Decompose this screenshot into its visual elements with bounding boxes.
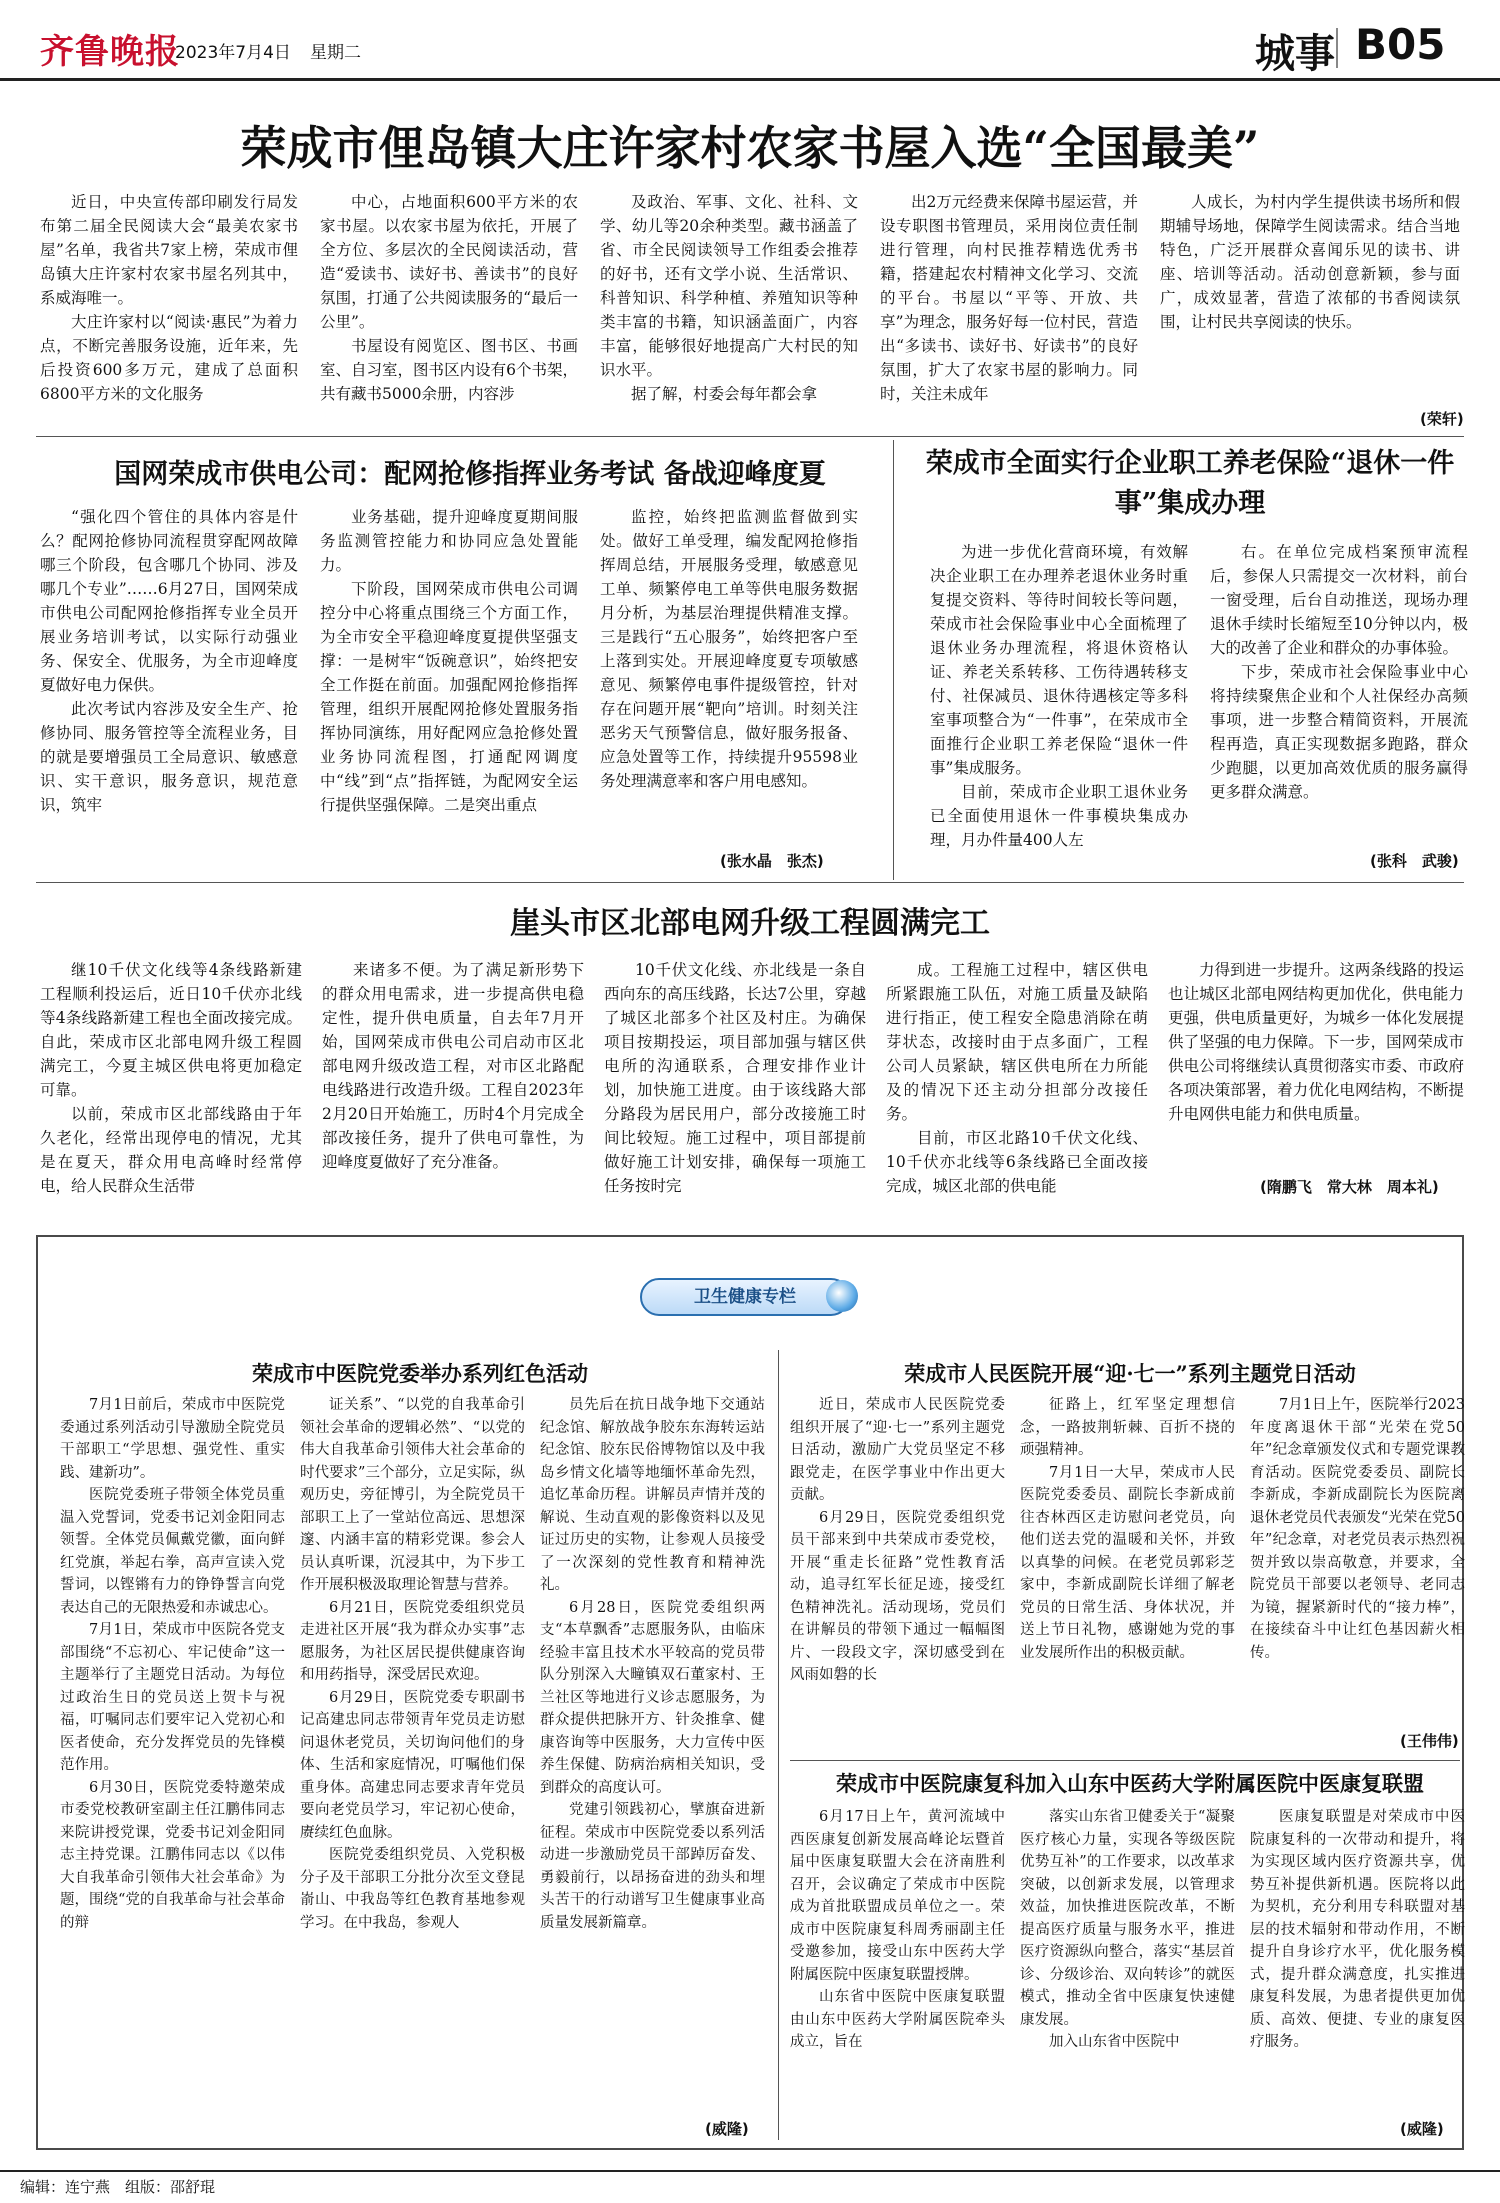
- paragraph: 医院党委组织党员、入党积极分子及干部职工分批分次至文登昆嵛山、中我岛等红色教育基地参观学习。在中我岛，参观人: [300, 1847, 525, 1931]
- health-column-badge: 卫生健康专栏: [640, 1278, 850, 1316]
- article-1-col-2: [320, 190, 578, 430]
- paragraph: 下阶段，国网荣成市供电公司调控分中心将重点围绕三个方面工作，为全市安全平稳迎峰度夏提供坚强支撑：一是树牢“饭碗意识”，始终把安全工作挺在前面。加强配网抢修指挥管理，组织开展配网抢修处置服务指挥协同演练，用好配网应急抢修处置业务协同流程图，打通配网调度中“线”到“点”指挥链，为配网安全运行提供坚强保障。二是突出重点: [320, 580, 578, 814]
- article-2-col-1: [40, 505, 298, 875]
- paragraph: 山东省中医院中医康复联盟由山东中医药大学附属医院牵头成立，旨在: [790, 1989, 1005, 2050]
- divider: [778, 1350, 779, 2140]
- article-2-col-2: [320, 505, 578, 875]
- paragraph: 6月30日，医院党委特邀荣成市委党校教研室副主任江鹏伟同志来院讲授党课，党委书记刘金阳同志主持党课。江鹏伟同志以《以伟大自我革命引领伟大社会革命》为题，围绕“党的自我革命与社会革命的辩: [60, 1779, 285, 1931]
- paragraph: 7月1日，荣成市中医院各党支部围绕“不忘初心、牢记使命”这一主题举行了主题党日活动。为每位过政治生日的党员送上贺卡与祝福，叮嘱同志们要牢记入党初心和医者使命，充分发挥党员的先锋模范作用。: [60, 1622, 285, 1773]
- paragraph: 6月29日，医院党委专职副书记高建忠同志带领青年党员走访慰问退休老党员，关切询问他们的身体、生活和家庭情况，叮嘱他们保重身体。高建忠同志要求青年党员要向老党员学习，牢记初心使命，赓续红色血脉。: [300, 1689, 525, 1841]
- health-article-2-col-2: [1020, 1394, 1235, 1754]
- article-2-col-3: [600, 505, 858, 850]
- paragraph: 近日，中央宣传部印刷发行局发布第二届全民阅读大会“最美农家书屋”名单，我省共7家上榜，荣成市俚岛镇大庄许家村农家书屋名列其中，系威海唯一。: [40, 193, 298, 307]
- paragraph: 7月1日一大早，荣成市人民医院党委委员、副院长李新成前往杏林西区走访慰问老党员，向他们送去党的温暖和关怀，并致以真挚的问候。在老党员郭彩芝家中，李新成副院长详细了解老党员的日常生活、身体状况，并送上节日礼物，感谢她为党的事业发展所作出的积极贡献。: [1020, 1464, 1235, 1661]
- paragraph: 大庄许家村以“阅读·惠民”为着力点，不断完善服务设施，近年来，先后投资600多万元，建成了总面积6800平方米的文化服务: [40, 313, 298, 403]
- article-4-col-4: [886, 958, 1148, 1198]
- article-4-col-1: [40, 958, 302, 1198]
- article-4-col-2: [322, 958, 584, 1198]
- article-4-col-5: [1168, 958, 1464, 1173]
- article-1-byline: (荣轩): [1420, 410, 1464, 428]
- paragraph: 6月28日，医院党委组织两支“本草飘香”志愿服务队，由临床经验丰富且技术水平较高的党员带队分别深入大疃镇双石董家村、王兰社区等地进行义诊志愿服务，为群众提供把脉开方、针灸推拿、健康咨询等中医服务，大力宣传中医养生保健、防病治病相关知识，受到群众的高度认可。: [540, 1599, 765, 1796]
- health-article-1-col-1: [60, 1394, 285, 2134]
- paragraph: 6月21日，医院党委组织党员走进社区开展“我为群众办实事”志愿服务，为社区居民提供健康咨询和用药指导，深受居民欢迎。: [300, 1599, 525, 1683]
- paragraph: 为进一步优化营商环境，有效解决企业职工在办理养老退休业务时重复提交资料、等待时间较长等问题，荣成市社会保险事业中心全面梳理了退休业务办理流程，将退休资格认证、养老关系转移、工伤待遇转移支付、社保减员、退休待遇核定等多科室事项整合为“一件事”，在荣成市全面推行企业职工养老保险“退休一件事”集成服务。: [930, 543, 1188, 777]
- health-article-3-col-3: [1250, 1806, 1465, 2116]
- divider: [36, 436, 1464, 437]
- article-3-byline: (张科 武骏): [1370, 852, 1459, 870]
- article-1-col-1: [40, 190, 298, 430]
- paragraph: 成。工程施工过程中，辖区供电所紧跟施工队伍，对施工质量及缺陷进行指正，使工程安全隐患消除在萌芽状态，改接时由于点多面广，工程公司人员紧缺，辖区供电所在力所能及的情况下还主动分担部分改接任务。: [886, 961, 1148, 1123]
- paragraph: “强化四个管住的具体内容是什么？配网抢修协同流程贯穿配网故障哪三个阶段，包含哪几个协同、涉及哪几个专业”……6月27日，国网荣成市供电公司配网抢修指挥专业全员开展业务培训考试，以实际行动强业务、保安全、优服务，为全市迎峰度夏做好电力保供。: [40, 508, 298, 694]
- footer-rule: [0, 2170, 1500, 2172]
- article-4-col-3: [604, 958, 866, 1198]
- page-number: B05: [1355, 20, 1446, 69]
- paragraph: 业务基础，提升迎峰度夏期间服务监测管控能力和协同应急处置能力。: [320, 508, 578, 574]
- paragraph: 人成长，为村内学生提供读书场所和假期辅导场地，保障学生阅读需求。结合当地特色，广泛开展群众喜闻乐见的读书、讲座、培训等活动。活动创意新颖，参与面广，成效显著，营造了浓郁的书香阅读氛围，让村民共享阅读的快乐。: [1160, 193, 1460, 331]
- paragraph: 医院党委班子带领全体党员重温入党誓词，党委书记刘金阳同志领誓。全体党员佩戴党徽，面向鲜红党旗，举起右拳，高声宣读入党誓词，以铿锵有力的铮铮誓言向党表达自己的无限热爱和赤诚忠心。: [60, 1487, 285, 1616]
- paragraph: 右。在单位完成档案预审流程后，参保人只需提交一次材料，前台一窗受理，后台自动推送，现场办理退休手续时长缩短至10分钟以内，极大的改善了企业和群众的办事体验。: [1210, 543, 1468, 657]
- paragraph: 力得到进一步提升。这两条线路的投运也让城区北部电网结构更加优化，供电能力更强，供电质量更好，为城乡一体化发展提供了坚强的电力保障。下一步，国网荣成市供电公司将继续认真贯彻落实市委、市政府各项决策部署，着力优化电网结构，不断提升电网供电能力和供电质量。: [1168, 961, 1464, 1123]
- issue-weekday: 星期二: [310, 43, 361, 63]
- article-3-col-1: [930, 540, 1188, 875]
- health-article-1-title: 荣成市中医院党委举办系列红色活动: [252, 1361, 588, 1386]
- masthead-rule: [0, 78, 1500, 81]
- paragraph: 以前，荣成市区北部线路由于年久老化，经常出现停电的情况，尤其是在夏天，群众用电高峰时经常停电，给人民群众生活带: [40, 1105, 302, 1195]
- paragraph: 目前，荣成市企业职工退休业务已全面使用退休一件事模块集成办理，月办件量400人左: [930, 783, 1188, 849]
- paragraph: 10千伏文化线、亦北线是一条自西向东的高压线路，长达7公里，穿越了城区北部多个社区及村庄。为确保项目按期投运，项目部加强与辖区供电所的沟通联系，合理安排作业计划，加快施工进度。由于该线路大部分路段为居民用户，部分改接施工时间比较短。施工过程中，项目部提前做好施工计划安排，确保每一项施工任务按时完: [604, 961, 866, 1195]
- article-1-col-3: [600, 190, 858, 430]
- paragraph: 中心，占地面积600平方米的农家书屋。以农家书屋为依托，开展了全方位、多层次的全民阅读活动，营造“爱读书、读好书、善读书”的良好氛围，打通了公共阅读服务的“最后一公里”。: [320, 193, 578, 331]
- paragraph: 及政治、军事、文化、社科、文学、幼儿等20余种类型。藏书涵盖了省、市全民阅读领导工作组委会推荐的好书，还有文学小说、生活常识、科普知识、科学种植、养殖知识等种类丰富的书籍，知识涵盖面广，内容丰富，能够很好地提高广大村民的知识水平。: [600, 193, 858, 379]
- globe-icon: [826, 1280, 858, 1312]
- issue-date: 2023年7月4日: [175, 43, 291, 63]
- paragraph: 下步，荣成市社会保险事业中心将持续聚焦企业和个人社保经办高频事项，进一步整合精简资料，开展流程再造，真正实现数据多跑路，群众少跑腿，以更加高效优质的服务赢得更多群众满意。: [1210, 663, 1468, 801]
- paragraph: 目前，市区北路10千伏文化线、10千伏亦北线等6条线路已全面改接完成，城区北部的供电能: [886, 1129, 1148, 1195]
- paragraph: 征路上，红军坚定理想信念，一路披荆斩棘、百折不挠的顽强精神。: [1020, 1397, 1235, 1458]
- paragraph: 证关系”、“以党的自我革命引领社会革命的逻辑必然”、“以党的伟大自我革命引领伟大社会革命的时代要求”三个部分，立足实际，纵观历史，旁征博引，为全院党员干部职工上了一堂站位高远、思想深邃、内涵丰富的精彩党课。参会人员认真听课，沉浸其中，为下步工作开展积极汲取理论智慧与营养。: [300, 1397, 525, 1593]
- masthead-divider: [1336, 28, 1338, 68]
- health-article-2-col-3: [1250, 1394, 1465, 1734]
- paragraph: 监控，始终把监测监督做到实处。做好工单受理，编发配网抢修指挥周总结，开展服务受理，敏感意见工单、频繁停电工单等供电服务数据月分析，为基层治理提供精准支撑。三是践行“五心服务”，始终把客户至上落到实处。开展迎峰度夏专项敏感意见、频繁停电事件提级管控，针对存在问题开展“靶向”培训。时刻关注恶劣天气预警信息，做好服务报备、应急处置等工作，持续提升95598业务处理满意率和客户用电感知。: [600, 508, 858, 790]
- paragraph: 党建引领践初心，擘旗奋进新征程。荣成市中医院党委以系列活动进一步激励党员干部踔厉奋发、勇毅前行，以昂扬奋进的劲头和埋头苦干的行动谱写卫生健康事业高质量发展新篇章。: [540, 1802, 765, 1931]
- paragraph: 加入山东省中医院中: [1049, 2034, 1180, 2050]
- divider: [36, 882, 1464, 883]
- newspaper-logo: 齐鲁晚报: [40, 32, 180, 72]
- health-article-1-col-3: [540, 1394, 765, 2114]
- health-article-2-col-1: [790, 1394, 1005, 1754]
- divider: [790, 1760, 1460, 1761]
- health-article-3-byline: (威隆): [1400, 2120, 1444, 2138]
- article-1-col-5: [1160, 190, 1460, 390]
- paragraph: 书屋设有阅览区、图书区、书画室、自习室，图书区内设有6个书架，共有藏书5000余册，内容涉: [320, 337, 578, 403]
- paragraph: 6月29日，医院党委组织党员干部来到中共荣成市委党校，开展“重走长征路”党性教育活动，追寻红军长征足迹，接受红色精神洗礼。活动现场，党员们在讲解员的带领下通过一幅幅图片、一段段文字，深切感受到在风雨如磐的长: [790, 1509, 1005, 1683]
- paragraph: 7月1日上午，医院举行2023年度离退休干部“光荣在党50年”纪念章颁发仪式和专题党课教育活动。医院党委委员、副院长李新成，李新成副院长为医院离退休老党员代表颁发“光荣在党50年”纪念章，对老党员表示热烈祝贺并致以崇高敬意，并要求，全院党员干部要以老领导、老同志为镜，握紧新时代的“接力棒”，在接续奋斗中让红色基因薪火相传。: [1250, 1397, 1465, 1661]
- paragraph: 据了解，村委会每年都会拿: [631, 385, 818, 403]
- section-name: 城事: [1255, 31, 1335, 77]
- paragraph: 来诸多不便。为了满足新形势下的群众用电需求，进一步提高供电稳定性，提升供电质量，自去年7月开始，国网荣成市供电公司启动市区北部电网升级改造工程，对市区北路配电线路进行改造升级。工程自2023年2月20日开始施工，历时4个月完成全部改接任务，提升了供电可靠性，为迎峰度夏做好了充分准备。: [322, 961, 584, 1171]
- divider: [893, 440, 894, 880]
- article-1-col-4: [880, 190, 1138, 430]
- paragraph: 近日，荣成市人民医院党委组织开展了“迎·七一”系列主题党日活动，激励广大党员坚定不移跟党走，在医学事业中作出更大贡献。: [790, 1397, 1005, 1503]
- article-2-title: 国网荣成市供电公司：配网抢修指挥业务考试 备战迎峰度夏: [114, 459, 826, 490]
- paragraph: 此次考试内容涉及安全生产、抢修协同、服务管控等全流程业务，目的就是要增强员工全局意识、敏感意识、实干意识，服务意识，规范意识，筑牢: [40, 700, 298, 814]
- paragraph: 医康复联盟是对荣成市中医院康复科的一次带动和提升，将为实现区域内医疗资源共享，优势互补提供新机遇。医院将以此为契机，充分利用专科联盟对基层的技术辐射和带动作用，不断提升自身诊疗水平，优化服务模式，提升群众满意度，扎实推进康复科发展，为患者提供更加优质、高效、便捷、专业的康复医疗服务。: [1250, 1809, 1465, 2050]
- paragraph: 落实山东省卫健委关于“凝聚医疗核心力量，实现各等级医院优势互补”的工作要求，以改革求突破，以创新求发展，以管理求效益，加快推进医院改革，不断提高医疗质量与服务水平，推进医疗资源纵向整合，落实“基层首诊、分级诊治、双向转诊”的就医模式，推动全省中医康复快速健康发展。: [1020, 1809, 1235, 2028]
- paragraph: 7月1日前后，荣成市中医院党委通过系列活动引导激励全院党员干部职工“学思想、强党性、重实践、建新功”。: [60, 1397, 285, 1481]
- article-4-byline: (隋鹏飞 常大林 周本礼): [1260, 1178, 1439, 1196]
- article-3-title: 荣成市全面实行企业职工养老保险“退休一件事”集成办理: [925, 448, 1455, 519]
- paragraph: 6月17日上午，黄河流域中西医康复创新发展高峰论坛暨首届中医康复联盟大会在济南胜利召开，会议确定了荣成市中医院成为首批联盟成员单位之一。荣成市中医院康复科周秀丽副主任受邀参加，接受山东中医药大学附属医院中医康复联盟授牌。: [790, 1809, 1005, 1983]
- article-2-byline: (张水晶 张杰): [720, 852, 824, 870]
- health-article-2-title: 荣成市人民医院开展“迎·七一”系列主题党日活动: [904, 1361, 1356, 1386]
- article-1-title: 荣成市俚岛镇大庄许家村农家书屋入选“全国最美”: [240, 121, 1260, 175]
- health-article-3-col-2: [1020, 1806, 1235, 2136]
- editor-credit: 编辑：连宁燕 组版：邵舒琨: [20, 2178, 216, 2196]
- health-article-3-col-1: [790, 1806, 1005, 2136]
- health-article-1-byline: (威隆): [705, 2120, 749, 2138]
- paragraph: 继10千伏文化线等4条线路新建工程顺利投运后，近日10千伏亦北线等4条线路新建工程也全面改接完成。自此，荣成市区北部电网升级工程圆满完工，今夏主城区供电将更加稳定可靠。: [40, 961, 302, 1099]
- health-article-2-byline: (王伟伟): [1400, 1732, 1459, 1750]
- health-article-1-col-2: [300, 1394, 525, 2134]
- health-article-3-title: 荣成市中医院康复科加入山东中医药大学附属医院中医康复联盟: [836, 1771, 1424, 1796]
- paragraph: 出2万元经费来保障书屋运营，并设专职图书管理员，采用岗位责任制进行管理，向村民推荐精选优秀书籍，搭建起农村精神文化学习、交流的平台。书屋以“平等、开放、共享”为理念，服务好每一位村民，营造出“多读书、读好书、好读书”的良好氛围，扩大了农家书屋的影响力。同时，关注未成年: [880, 193, 1138, 403]
- article-3-col-2: [1210, 540, 1468, 840]
- paragraph: 员先后在抗日战争地下交通站纪念馆、解放战争胶东东海转运站纪念馆、胶东民俗博物馆以及中我岛乡情文化墙等地缅怀革命先烈，追忆革命历程。讲解员声情并茂的解说、生动直观的影像资料以及见证过历史的实物，让参观人员接受了一次深刻的党性教育和精神洗礼。: [540, 1397, 765, 1593]
- article-4-title: 崖头市区北部电网升级工程圆满完工: [510, 906, 990, 941]
